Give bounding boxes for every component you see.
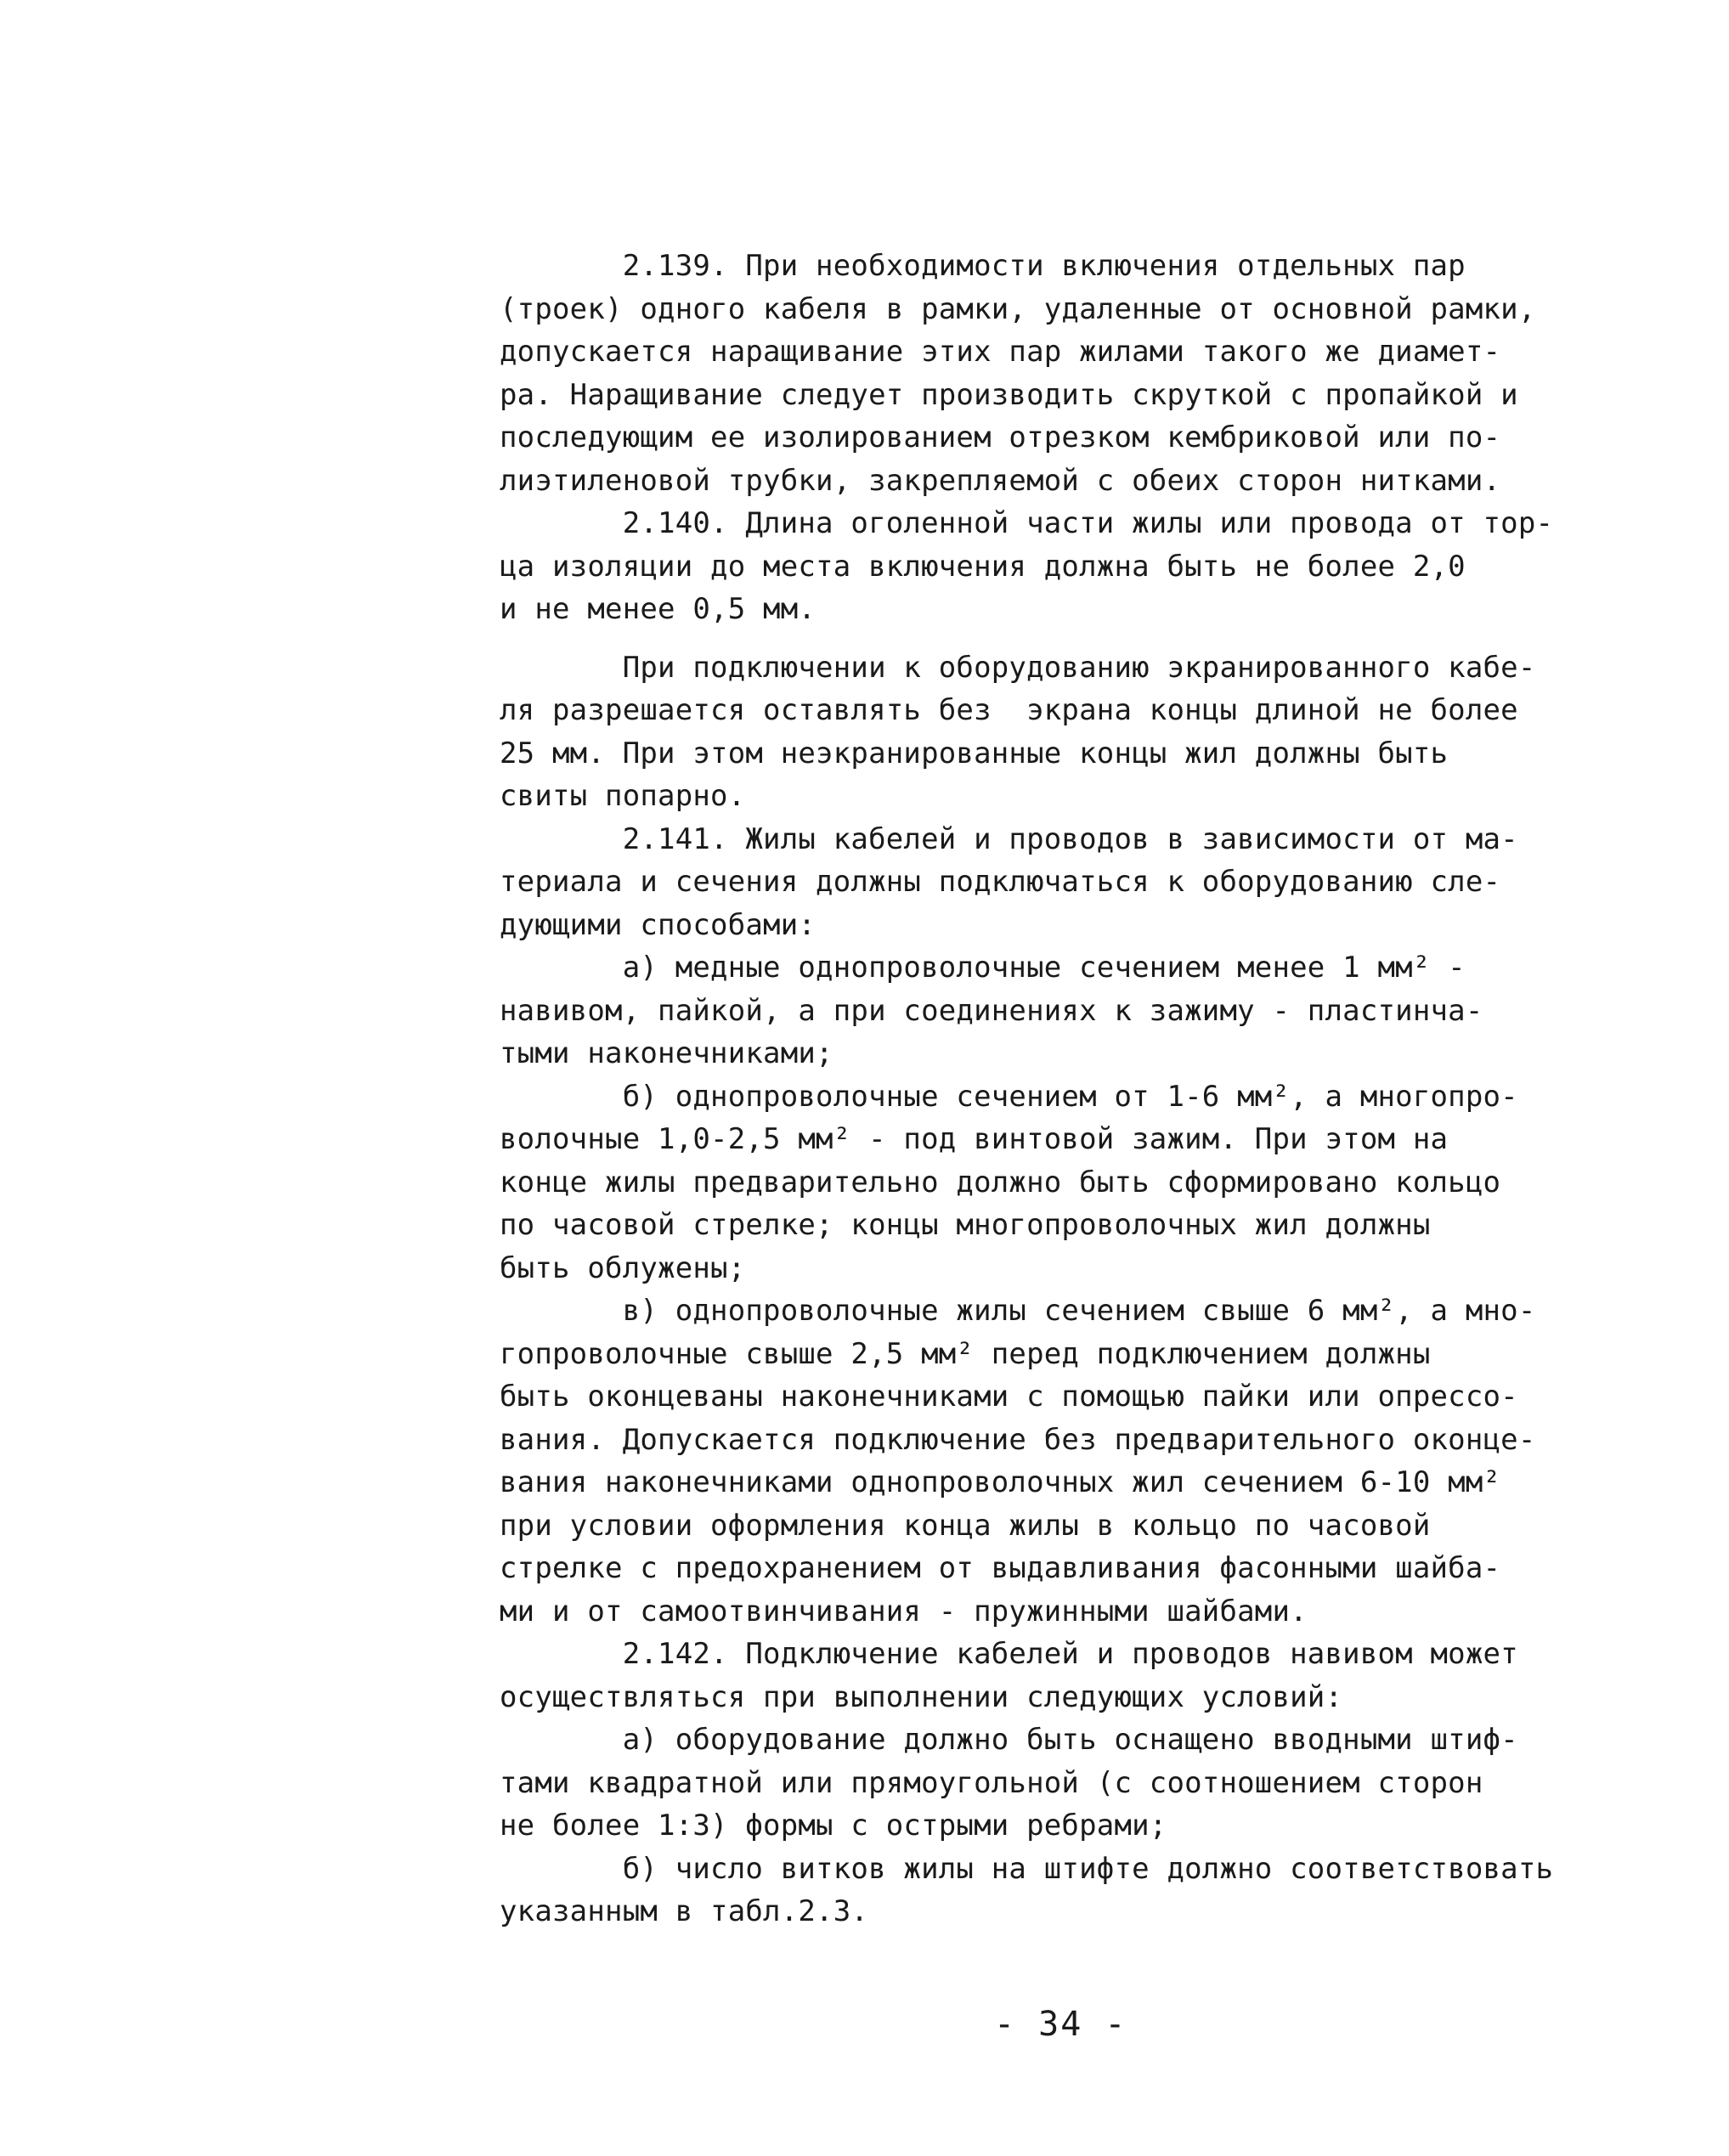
text-line: лиэтиленовой трубки, закрепляемой с обеих сторон нитками.: [500, 463, 1501, 498]
text-line: б) однопроволочные сечением от 1-6 мм², а многопро-: [500, 1079, 1518, 1114]
text-line: волочные 1,0-2,5 мм² - под винтовой зажим. При этом на: [500, 1122, 1449, 1156]
text-line: При подключении к оборудованию экранированного кабе-: [500, 650, 1536, 685]
text-line: териала и сечения должны подключаться к оборудованию сле-: [500, 865, 1501, 899]
text-line: 2.142. Подключение кабелей и проводов навивом может: [500, 1637, 1518, 1671]
text-line: тами квадратной или прямоугольной (с соотношением сторон: [500, 1765, 1483, 1800]
text-line: допускается наращивание этих пар жилами такого же диамет-: [500, 335, 1501, 369]
text-line: свиты попарно.: [500, 779, 746, 813]
text-line: и не менее 0,5 мм.: [500, 592, 816, 626]
text-line: 2.139. При необходимости включения отдельных пар: [500, 249, 1466, 283]
text-line: а) оборудование должно быть оснащено вводными штиф-: [500, 1723, 1518, 1757]
text-line: последующим ее изолированием отрезком кембриковой или по-: [500, 420, 1501, 454]
text-line: в) однопроволочные жилы сечением свыше 6 мм², а мно-: [500, 1294, 1536, 1328]
text-line: тыми наконечниками;: [500, 1036, 833, 1070]
text-line: ля разрешается оставлять без экрана концы длиной не более: [500, 693, 1518, 727]
text-line: 25 мм. При этом неэкранированные концы жил должны быть: [500, 736, 1449, 770]
text-line: быть оконцеваны наконечниками с помощью пайки или опрессо-: [500, 1380, 1518, 1414]
text-line: конце жилы предварительно должно быть сформировано кольцо: [500, 1165, 1501, 1199]
text-line: б) число витков жилы на штифте должно соответствовать: [500, 1851, 1554, 1886]
text-line: вания наконечниками однопроволочных жил сечением 6-10 мм²: [500, 1465, 1501, 1499]
text-line: дующими способами:: [500, 907, 816, 942]
text-line: 2.140. Длина оголенной части жилы или провода от тор-: [500, 506, 1554, 540]
text-line: гопроволочные свыше 2,5 мм² перед подключением должны: [500, 1336, 1431, 1371]
text-line: а) медные однопроволочные сечением менее 1 мм² -: [500, 951, 1466, 985]
text-line: не более 1:3) формы с острыми ребрами;: [500, 1809, 1167, 1843]
body-text: [500, 245, 1672, 1933]
text-line: 2.141. Жилы кабелей и проводов в зависимости от ма-: [500, 821, 1518, 856]
text-line: навивом, пайкой, а при соединениях к зажиму - пластинча-: [500, 993, 1483, 1028]
text-line: (троек) одного кабеля в рамки, удаленные от основной рамки,: [500, 291, 1536, 326]
text-line: ра. Наращивание следует производить скруткой с пропайкой и: [500, 377, 1518, 412]
paragraph-gap: [500, 631, 1672, 646]
text-line: по часовой стрелке; концы многопроволочных жил должны: [500, 1208, 1431, 1242]
text-line: ми и от самоотвинчивания - пружинными шайбами.: [500, 1594, 1308, 1628]
text-line: быть облужены;: [500, 1250, 746, 1285]
text-line: стрелке с предохранением от выдавливания фасонными шайба-: [500, 1551, 1501, 1585]
text-line: при условии оформления конца жилы в кольцо по часовой: [500, 1508, 1431, 1543]
text-line: указанным в табл.2.3.: [500, 1894, 869, 1928]
text-line: осуществляться при выполнении следующих условий:: [500, 1679, 1343, 1714]
text-line: вания. Допускается подключение без предварительного оконце-: [500, 1422, 1536, 1457]
page-number: - 34 -: [994, 2005, 1127, 2044]
text-line: ца изоляции до места включения должна быть не более 2,0: [500, 549, 1466, 584]
